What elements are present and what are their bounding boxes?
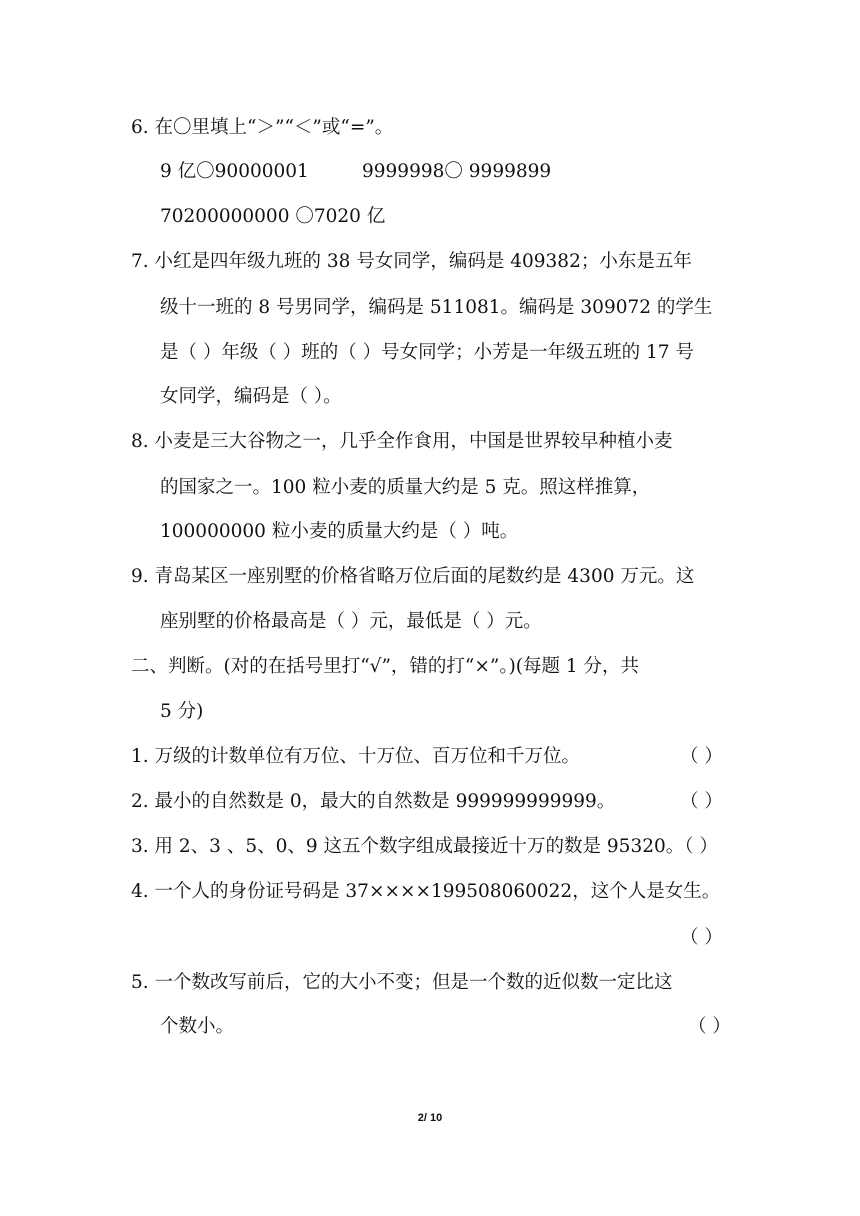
q6-compare-2: 9999998〇 9999899	[362, 161, 552, 182]
q6-compare-1: 9 亿〇90000001	[160, 161, 309, 182]
judge-item-2: 2. 最小的自然数是 0，最大的自然数是 999999999999。	[131, 791, 616, 812]
judge-item-3: 3. 用 2、3 、5、0、9 这五个数字组成最接近十万的数是 95320。（ ）	[131, 836, 718, 857]
q9-line-1: 9. 青岛某区一座别墅的价格省略万位后面的尾数约是 4300 万元。这	[131, 566, 695, 587]
section-2-heading: 二、判断。(对的在括号里打“√”，错的打“×”。)(每题 1 分，共	[131, 656, 640, 677]
judge-answer-paren-4: （ ）	[680, 927, 723, 948]
q6-compare-3: 70200000000 〇7020 亿	[160, 206, 386, 227]
q9-line-2: 座别墅的价格最高是（ ）元，最低是（ ）元。	[160, 611, 542, 632]
judge-answer-paren-1: （ ）	[680, 746, 723, 767]
judge-item-1: 1. 万级的计数单位有万位、十万位、百万位和千万位。	[131, 746, 581, 767]
section-2-heading-cont: 5 分)	[160, 701, 204, 722]
q7-line-4: 女同学，编码是（ ）。	[160, 386, 342, 407]
judge-item-5-line-2: 个数小。	[160, 1016, 235, 1037]
judge-item-5-line-1: 5. 一个数改写前后，它的大小不变；但是一个数的近似数一定比这	[131, 972, 673, 993]
judge-item-4: 4. 一个人的身份证号码是 37××××199508060022，这个人是女生。	[131, 881, 721, 902]
judge-answer-paren-5: （ ）	[688, 1016, 731, 1037]
judge-answer-paren-2: （ ）	[680, 791, 723, 812]
q8-line-3: 100000000 粒小麦的质量大约是（ ）吨。	[160, 521, 519, 542]
q7-line-2: 级十一班的 8 号男同学，编码是 511081。编码是 309072 的学生	[160, 297, 713, 318]
q7-line-1: 7. 小红是四年级九班的 38 号女同学，编码是 409382；小东是五年	[131, 251, 692, 272]
q8-line-2: 的国家之一。100 粒小麦的质量大约是 5 克。照这样推算，	[160, 477, 651, 498]
q8-line-1: 8. 小麦是三大谷物之一，几乎全作食用，中国是世界较早种植小麦	[131, 431, 673, 452]
page-number: 2/ 10	[417, 1112, 443, 1124]
q6-stem: 6. 在〇里填上“＞”“＜”或“=”。	[131, 117, 394, 138]
q7-line-3: 是（ ）年级（ ）班的（ ）号女同学；小芳是一年级五班的 17 号	[160, 342, 694, 363]
